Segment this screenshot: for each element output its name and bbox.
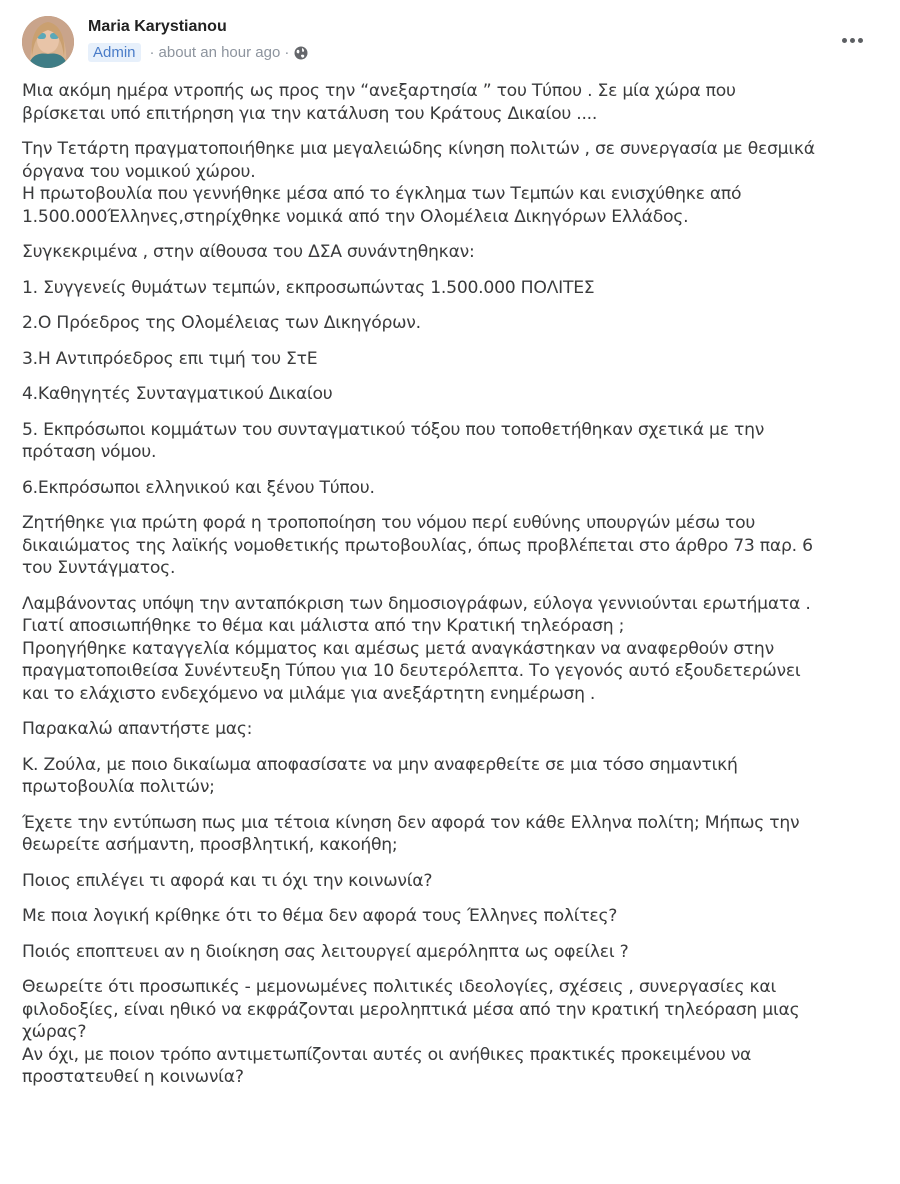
paragraph: Την Τετάρτη πραγματοποιήθηκε μια μεγαλειώδης κίνηση πολιτών , σε συνεργασία με θεσμικά όργανα του νομικού χώρου. Η πρωτοβουλία που γεννήθηκε μέσα από το έγκλημα των Τεμπών και ενισχύθηκε από 1.500.000Έλληνες,στηρίχθηκε νομικά από την Ολομέλεια Δικηγόρων Ελλάδος. xyxy=(22,139,815,227)
paragraph: Ποιος επιλέγει τι αφορά και τι όχι την κοινωνία? xyxy=(22,870,433,891)
list-item: 1. Συγγενείς θυμάτων τεμπών, εκπροσωπώντας 1.500.000 ΠΟΛΙΤΕΣ xyxy=(22,277,595,298)
globe-icon xyxy=(294,46,308,60)
list-item: 2.Ο Πρόεδρος της Ολομέλειας των Δικηγόρων. xyxy=(22,313,421,333)
post-meta xyxy=(88,43,308,62)
author-name[interactable]: Maria Karystianou xyxy=(88,18,227,35)
paragraph: Έχετε την εντύπωση πως μια τέτοια κίνηση δεν αφορά τον κάθε Ελληνα πολίτη; Μήπως την θεωρείτε ασήμαντη, προσβλητική, κακοήθη; xyxy=(22,812,800,855)
post-header xyxy=(20,14,880,70)
paragraph: Ποιός εποπτευει αν η διοίκηση σας λειτουργεί αμερόληπτα ως οφείλει ? xyxy=(22,941,629,962)
paragraph: Κ. Ζούλα, με ποιο δικαίωμα αποφασίσατε να μην αναφερθείτε σε μια τόσο σημαντική πρωτοβουλία πολιτών; xyxy=(22,754,738,797)
list-item: 6.Εκπρόσωποι ελληνικού και ξένου Τύπου. xyxy=(22,477,375,498)
paragraph: Λαμβάνοντας υπόψη την ανταπόκριση των δημοσιογράφων, εύλογα γεννιούνται ερωτήματα . Γιατί αποσιωπήθηκε το θέμα και μάλιστα από την Κρατική τηλεόραση ; Προηγήθηκε καταγγελία κόμματος και αμέσως μετά αναγκάστηκαν να αναφερθούν στην πραγματοποιθείσα Συνέντευξη Τύπου για 10 δευτερόλεπτα. Το γεγονός αυτό εξουδετερώνει και το ελάχιστο ενδεχόμενο να μιλάμε για ανεξάρτητη ενημέρωση . xyxy=(22,593,811,704)
more-options-icon xyxy=(842,38,847,43)
meta-separator: · xyxy=(284,44,290,61)
paragraph: Παρακαλώ απαντήστε μας: xyxy=(22,719,253,739)
paragraph: Συγκεκριμένα , στην αίθουσα του ΔΣΑ συνάντηθηκαν: xyxy=(22,242,475,262)
more-options-icon xyxy=(858,38,863,43)
list-item: 5. Εκπρόσωποι κομμάτων του συνταγματικού τόξου που τοποθετήθηκαν σχετικά με την πρόταση νόμου. xyxy=(22,419,765,462)
list-item: 4.Καθηγητές Συνταγματικού Δικαίου xyxy=(22,384,333,404)
paragraph: Θεωρείτε ότι προσωπικές - μεμονωμένες πολιτικές ιδεολογίες, σχέσεις , συνεργασίες και φιλοδοξίες, είναι ηθικό να εκφράζονται μεροληπτικά μέσα από την κρατική τηλεόραση μιας χώρας? Αν όχι, με ποιον τρόπο αντιμετωπίζονται αυτές οι ανήθικες πρακτικές προκειμένου να προστατευθεί η κοινωνία? xyxy=(22,977,800,1087)
meta-separator: · xyxy=(149,44,155,61)
paragraph: Με ποια λογική κρίθηκε ότι το θέμα δεν αφορά τους Έλληνες πολίτες? xyxy=(22,906,618,926)
admin-badge: Admin xyxy=(88,43,141,62)
list-item: 3.Η Αντιπρόεδρος επι τιμή του ΣτΕ xyxy=(22,348,318,369)
post-timestamp[interactable]: about an hour ago xyxy=(158,44,281,61)
post-body xyxy=(22,80,882,1102)
more-options-icon xyxy=(850,38,855,43)
more-options-button[interactable] xyxy=(834,28,870,52)
author-avatar[interactable] xyxy=(22,16,74,68)
avatar-photo xyxy=(22,16,74,68)
paragraph: Μια ακόμη ημέρα ντροπής ως προς την “ανεξαρτησία ” του Τύπου . Σε μία χώρα που βρίσκεται υπό επιτήρηση για την κατάλυση του Κράτους Δικαίου .... xyxy=(22,81,736,124)
paragraph: Ζητήθηκε για πρώτη φορά η τροποποίηση του νόμου περί ευθύνης υπουργών μέσω του δικαιώματος της λαϊκής νομοθετικής πρωτοβουλίας, όπως προβλέπεται στο άρθρο 73 παρ. 6 του Συντάγματος. xyxy=(22,513,813,578)
